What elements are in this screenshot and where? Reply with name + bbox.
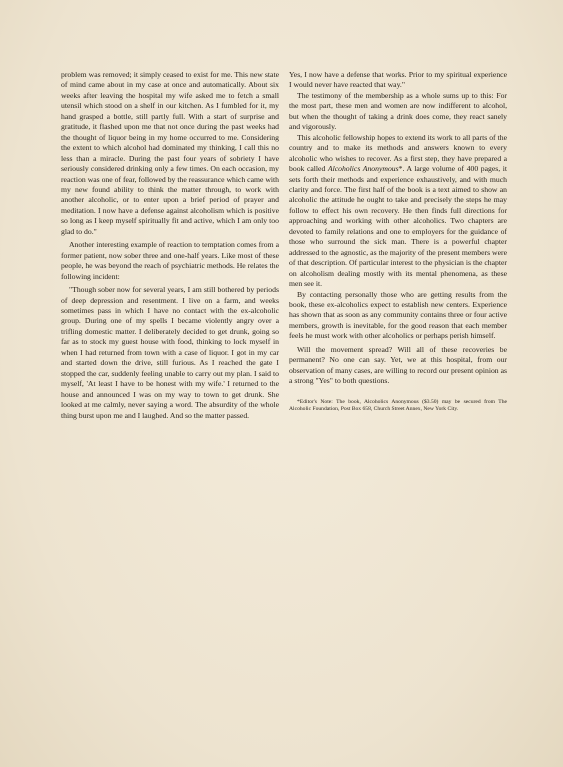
right-paragraph-5: Will the movement spread? Will all of these recoveries be permanent? No one can say. Yet, we at this hospital, from our observation of many cases, are willing to record our present opinion as a strong "Yes" to both questions. [289,344,507,386]
right-column [289,70,507,413]
left-paragraph-1: problem was removed; it simply ceased to exist for me. This new state of mind came about in my case at once and automatically. About six weeks after leaving the hospital my wife asked me to fetch a small utensil which stood on a shelf in our kitchen. As I fumbled for it, my hand grasped a bottle, still partly full. With a start of surprise and gratitude, it flashed upon me that not once during the past weeks had the thought of liquor being in my home occurred to me. Considering the extent to which alcohol had dominated my thinking, I call this no less than a miracle. During the past four years of sobriety I have seriously considered drinking only a few times. On each occasion, my reaction was one of fear, followed by the reassurance which came with my new found ability to think the matter through, to work with another alcoholic, or to enter upon a brief period of prayer and meditation. I now have a defense against alcoholism which is positive so long as I keep myself spiritually fit and active, which I am only too glad to do." [61,70,279,236]
editors-footnote: *Editor's Note: The book, Alcoholics Anonymous ($3.50) may be secured from The Alcoholic Foundation, Post Box 658, Church Street Annex, New York City. [289,398,507,412]
right-paragraph-3-text-a: This alcoholic fellowship hopes to extend its work to all parts of the country and to make its methods and answers known to every alcoholic who wishes to recover. As a first step, they have prepared a book called [289,132,507,174]
right-paragraph-1: Yes, I now have a defense that works. Prior to my spiritual experience I would never have reacted that way." [289,70,507,90]
left-column [61,70,279,421]
right-paragraph-4: By contacting personally those who are getting results from the book, these ex-alcoholics expect to establish new centers. Experience has shown that as soon as any community contains three or four active members, growth is inevitable, for the good reason that each member feels he must work with other alcoholics or perhaps perish himself. [289,289,507,341]
book-title: Alcoholics Anonymous [327,164,399,174]
right-paragraph-3 [289,133,507,290]
right-paragraph-2: The testimony of the membership as a whole sums up to this: For the most part, these men and women are now indifferent to alcohol, but when the thought of taking a drink does come, they react sanely and vigorously. [289,90,507,132]
left-paragraph-2: Another interesting example of reaction to temptation comes from a former patient, now sober three and one-half years. Like most of these people, he was beyond the reach of psychiatric methods. He relates the following incident: [61,240,279,281]
right-paragraph-3-text-b: *. A large volume of 400 pages, it sets forth their methods and experience exhaustively, and with much clarity and force. The first half of the book is a text aimed to show an alcoholic the attitude he ought to take and precisely the steps he may follow to effect his own recovery. He then finds full directions for approaching and working with other alcoholics. Two chapters are devoted to family relations and one to employers for the guidance of those who surround the sick man. There is a powerful chapter addressed to the agnostic, as the majority of the present members were of that description. Of particular interest to the physician is the chapter on alcoholism dealing mostly with its mental phenomena, as these men see it. [289,164,508,289]
left-paragraph-3: "Though sober now for several years, I am still bothered by periods of deep depression and resentment. I live on a farm, and weeks sometimes pass in which I have no contact with the ex-alcoholic group. During one of my spells I became violently angry over a trifling domestic matter. I deliberately decided to get drunk, going so far as to stock my guest house with food, thinking to lock myself in when I had returned from town with a case of liquor. I got in my car and started down the drive, still furious. As I reached the gate I stopped the car, suddenly feeling unable to carry out my plan. I said to myself, 'At least I have to be honest with my wife.' I returned to the house and announced I was on my way to town to get drunk. She looked at me calmly, never saying a word. The absurdity of the whole thing burst upon me and I laughed. And so the matter passed. [61,285,279,420]
